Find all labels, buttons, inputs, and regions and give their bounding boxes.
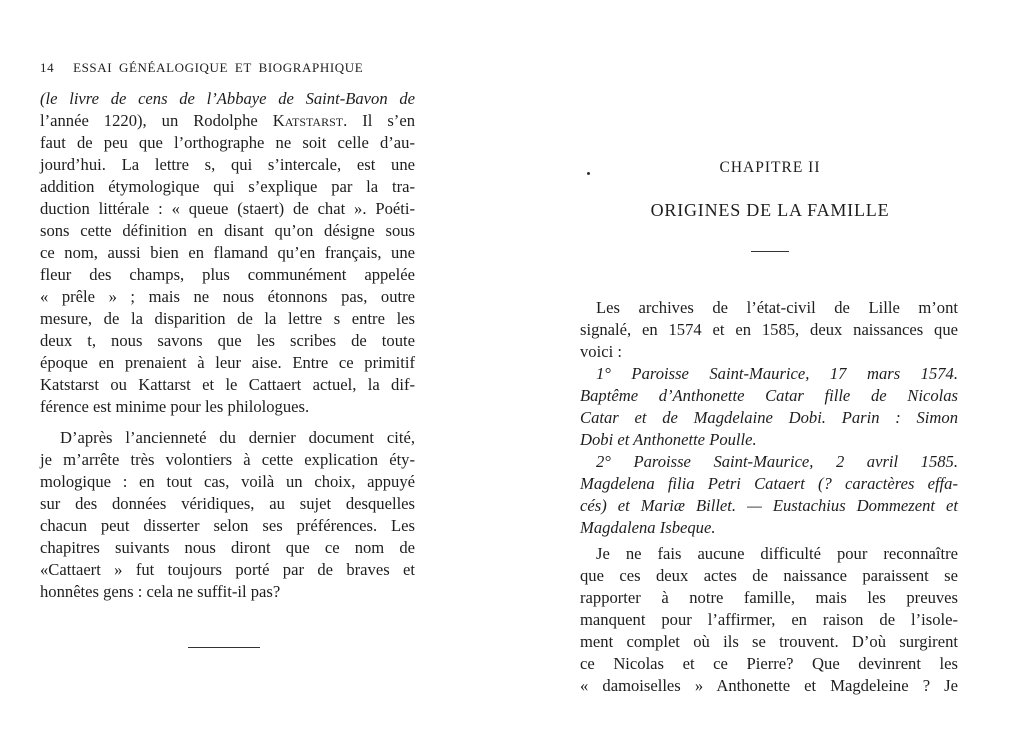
text-line: «Cattaert » fut toujours porté par de braves et — [40, 560, 415, 579]
text-line: « prêle » ; mais ne nous étonnons pas, outre — [40, 287, 415, 306]
text-line: chapitres suivants nous diront que ce nom de — [40, 538, 415, 557]
page-number: 14 — [40, 60, 55, 75]
text-line: (le livre de cens de l’Abbaye de Saint-Bavon de — [40, 89, 415, 108]
text-line: Les archives de l’état-civil de Lille m’ont — [596, 298, 958, 317]
surname-small-caps: Katstarst — [272, 111, 344, 130]
left-page — [0, 0, 505, 749]
text-line: Magdelena filia Petri Cataert (? caractères effa- — [580, 474, 958, 493]
chapter-number: CHAPITRE II — [719, 159, 821, 176]
text-line: ment complet où ils se trouvent. D’où surgirent — [580, 632, 958, 651]
text-line: addition étymologique qui s’explique par la tra- — [40, 177, 415, 196]
chapter-rule — [751, 251, 789, 252]
text-line: sons cette définition en disant qu’on désigne sous — [40, 221, 415, 240]
text-line: Baptême d’Anthonette Catar fille de Nicolas — [580, 386, 958, 405]
text-line: Je ne fais aucune difficulté pour reconnaître — [596, 544, 958, 563]
text-line: Katstarst ou Kattarst et le Cattaert actuel, la dif- — [40, 375, 415, 394]
text-line: fleur des champs, plus communément appelée — [40, 265, 415, 284]
text-line: jourd’hui. La lettre s, qui s’intercale, est une — [40, 155, 415, 174]
text-line: mologique : en tout cas, voilà un choix, appuyé — [40, 472, 415, 491]
text-line: deux t, nous savons que les scribes de toute — [40, 331, 415, 350]
text-line: signalé, en 1574 et en 1585, deux naissances que — [580, 320, 958, 339]
text-line: je m’arrête très volontiers à cette explication éty- — [40, 450, 415, 469]
right-page — [505, 0, 1024, 749]
text-line: 1° Paroisse Saint-Maurice, 17 mars 1574. — [596, 364, 958, 383]
end-rule — [188, 647, 260, 648]
text-line: sur des données véridiques, au sujet desquelles — [40, 494, 415, 513]
text-line: époque en prenaient à leur aise. Entre ce primitif — [40, 353, 415, 372]
text-line: duction littérale : « queue (staert) de chat ». Poéti- — [40, 199, 415, 218]
text-line: l’année 1220), un Rodolphe Katstarst. Il s’en — [40, 111, 415, 130]
text-line: Dobi et Anthonette Poulle. — [580, 430, 757, 449]
text-line: chacun peut disserter selon ses préférences. Les — [40, 516, 415, 535]
text-line: « damoiselles » Anthonette et Magdeleine ? Je — [580, 676, 958, 695]
text-line: cés) et Mariæ Billet. — Eustachius Dommezent et — [580, 496, 958, 515]
text-line: manquent pour l’affirmer, en raison de l’isole- — [580, 610, 958, 629]
text-line: mesure, de la disparition de la lettre s entre les — [40, 309, 415, 328]
text-line: D’après l’ancienneté du dernier document cité, — [60, 428, 415, 447]
text-line: faut de peu que l’orthographe ne soit celle d’au- — [40, 133, 415, 152]
text-line: ce Nicolas et ce Pierre? Que devinrent les — [580, 654, 958, 673]
text-line: que ces deux actes de naissance paraissent se — [580, 566, 958, 585]
text-line: rapporter à notre famille, mais les preuves — [580, 588, 958, 607]
text-line: Catar et de Magdelaine Dobi. Parin : Simon — [580, 408, 958, 427]
text-line: voici : — [580, 342, 622, 361]
text-line: ce nom, aussi bien en flamand qu’en français, une — [40, 243, 415, 262]
text-line: Magdalena Isbeque. — [580, 518, 716, 537]
text-line: férence est minime pour les philologues. — [40, 397, 310, 416]
running-head-title: ESSAI GÉNÉALOGIQUE ET BIOGRAPHIQUE — [73, 60, 364, 75]
chapter-title: ORIGINES DE LA FAMILLE — [650, 200, 890, 220]
text-line: honnêtes gens : cela ne suffit-il pas? — [40, 582, 281, 601]
running-head — [40, 60, 363, 76]
text-line: 2° Paroisse Saint-Maurice, 2 avril 1585. — [596, 452, 958, 471]
